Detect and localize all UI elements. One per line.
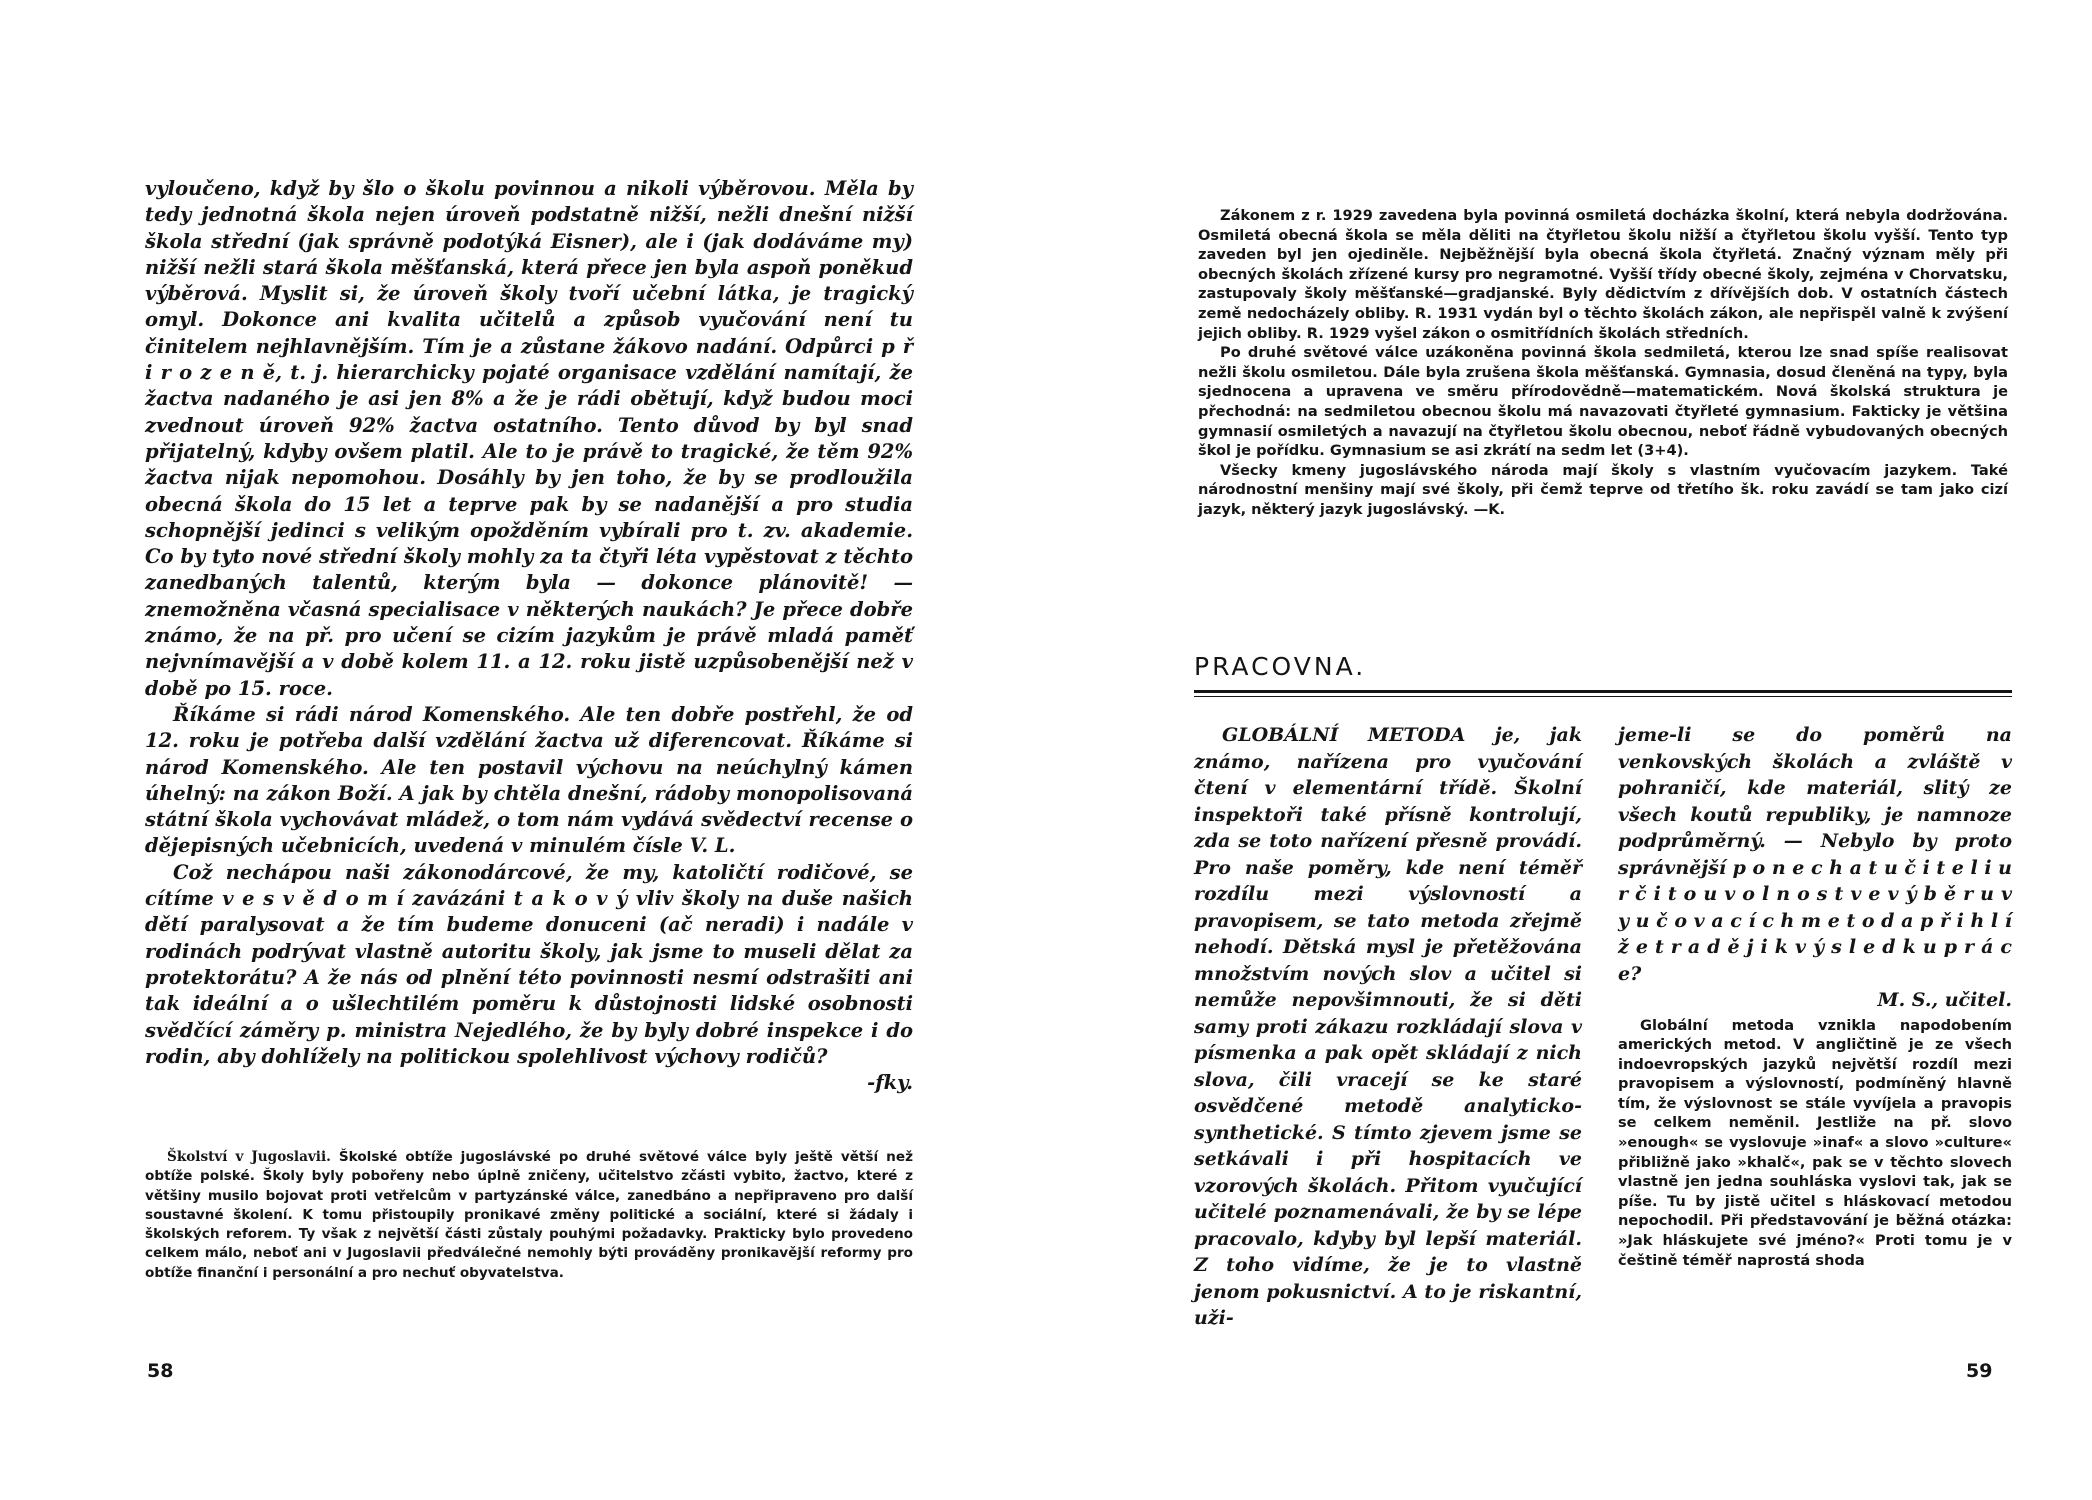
editor-note: Globální metoda vznikla napodobením amerických metod. V angličtině je ze všech indoevropských jazyků největší rozdíl mezi pravopisem a výslovností, podmíněný hlavně tím, že výslovnost se stále vyvíjela a pravopis se celkem neměnil. Jestliže na př. slovo »enough« se vyslovuje »inaf« a slovo »culture« přibližně jako »khalč«, pak se v těchto slovech vlastně jen jedna souhláska vyslovi tak, jak se píše. Tu by jistě učitel s hláskovací metodou nepochodil. Při představování je běžná otázka: »Jak hláskujete své jméno?« Proti tomu je v češtině téměř naprostá shoda	[1618, 1016, 2012, 1269]
paragraph-komensky: Říkáme si rádi národ Komenského. Ale ten dobře postřehl, že od 12. roku je potřeba další vzdělání žactva už diferencovat. Říkáme si národ Komenského. Ale ten postavil výchovu na neúchylný kámen úhelný: na zákon Boží. A jak by chtěla dnešní, rádoby monopolisovaná státní škola vychovávat mládež, o tom nám vydává svědectví recense o dějepisných učebnicích, uvedená v minulém čísle V. L.	[145, 702, 913, 858]
news-item-title: Školství v Jugoslavii.	[167, 1149, 331, 1165]
right-column-2	[1618, 722, 2012, 1270]
news-signature: —K.	[1473, 500, 1506, 518]
page-number-left: 58	[147, 1360, 174, 1382]
paragraph-uniform-school: vyloučeno, když by šlo o školu povinnou a nikoli výběrovou. Měla by tedy jednotná škola nejen úroveň podstatně nižší, nežli dnešní nižší škola střední (jak správně podotýká Eisner), ale i (jak dodáváme my) nižší nežli stará škola měšťanská, která přece jen byla aspoň poněkud výběrová. Myslit si, že úroveň školy tvoří učební látka, je tragický omyl. Dokonce ani kvalita učitelů a způsob vyučování není tu činitelem nejhlavnějším. Tím je a zůstane žákovo nadání. Odpůrci p ř i r o z e n ě, t. j. hierarchicky pojaté organisace vzdělání namítají, že žactva nadaného je asi jen 8% a že je rádi obětují, když budou moci zvednout úroveň 92% žactva ostatního. Tento důvod by byl snad přijatelný, kdyby ovšem platil. Ale to je právě to tragické, že těm 92% žactva nijak nepomohou. Dosáhly by jen toho, že by se prodloužila obecná škola do 15 let a teprve pak by se nadanější a pro studia schopnější jedinci s velikým opožděním vybírali pro t. zv. akademie. Co by tyto nové střední školy mohly za ta čtyři léta vypěstovat z těchto zanedbaných talentů, kterým byla — dokonce plánovitě! — znemožněna včasná specialisace v některých naukách? Je přece dobře známo, že na př. pro učení se cizím jazykům je právě mladá paměť nejvnímavější a v době kolem 11. a 12. roku jistě uzpůsobenější než v době po 15. roce.	[145, 177, 913, 700]
right-page	[1046, 0, 2092, 1500]
heading-rule-thin	[1194, 696, 2012, 697]
section-heading: PRACOVNA.	[1194, 652, 1367, 681]
paragraph-law-1929: Zákonem z r. 1929 zavedena byla povinná osmiletá docházka školní, která nebyla dodržována. Osmiletá obecná škola se měla děliti na čtyřletou školu nižší a čtyřletou školu vyšší. Tento typ zaveden byl jen ojediněle. Nejběžnější byla obecná škola čtyřletá. Značný význam měly při obecných školách zřízené kursy pro negramotné. Vyšší třídy obecné školy, zejména v Chorvatsku, zastupovaly školy měšťanské—gradjanské. Byly dědictvím z dřívějších dob. V ostatních částech země nedocházely obliby. R. 1931 vydán byl o těchto školách zákon, ale nepřispěl valně k zvýšení jejich obliby. R. 1929 vyšel zákon o osmitřídních školách středních.	[1198, 207, 2008, 342]
news-item-text: Školské obtíže jugoslávské po druhé světové válce byly ještě větší než obtíže polské. Školy byly pobořeny nebo úplně zničeny, učitelstvo zčásti vybito, žactvo, které z většiny musilo bojovat proti vetřelcům v partyzánské válce, zanedbáno a nepřipraveno pro další soustavné školení. K tomu přistoupily pronikavé změny politické a sociální, které si žádaly i školských reforem. Ty však z největší části zůstaly pouhými požadavky. Prakticky bylo provedeno celkem málo, neboť ani v Jugoslavii předválečné nemohly býti prováděny pronikavější reformy pro obtíže finanční i personální a pro nechuť obyvatelstva.	[145, 1149, 913, 1281]
heading-rule	[1194, 690, 2012, 693]
news-item-yugoslavia	[145, 1148, 913, 1283]
paragraph-nations: Všecky kmeny jugoslávského národa mají školy s vlastním vyučovacím jazykem. Také národnostní menšiny mají své školy, při čemž teprve od třetího šk. roku zavádí se tam jako cizí jazyk, některý jazyk jugoslávský.	[1198, 461, 2008, 518]
global-method-article-continued: jeme-li se do poměrů na venkovských školách a zvláště v pohraničí, kde materiál, slitý ze všech koutů republiky, je namnoze podprůměrný. — Nebylo by proto správnější p o n e c h a t u č i t e l i u r č i t o u v o l n o s t v e v ý b ě r u v y u č o v a c í c h m e t o d a p ř i h l í ž e t r a d ě j i k v ý s l e d k u p r á c e?	[1618, 724, 2012, 985]
left-main-column	[145, 176, 913, 1096]
global-method-article: GLOBÁLNÍ METODA je, jak známo, nařízena pro vyučování čtení v elementární třídě. Školní inspektoři také přísně kontrolují, zda se toto nařízení přesně provádí. Pro naše poměry, kde není téměř rozdílu mezi výslovností a pravopisem, se tato metoda zřejmě nehodí. Dětská mysl je přetěžována množstvím nových slov a učitel si nemůže nepovšimnouti, že si děti samy proti zákazu rozkládají slova v písmenka a pak opět skládají z nich slova, čili vracejí se ke staré osvědčené metodě analyticko-synthetické. S tímto zjevem jsme se setkávali i při hospitacích ve vzorových školách. Přitom vyučující učitelé poznamenávali, že by se lépe pracovalo, kdyby byl lepší materiál. Z toho vidíme, že je to vlastně jenom pokusnictví. A to je riskantní, uži-	[1194, 724, 1582, 1329]
article-author: M. S., učitel.	[1877, 989, 2012, 1011]
yugoslavia-continuation	[1198, 206, 2008, 520]
paragraph-catholic-parents: Což nechápou naši zákonodárcové, že my, katoličtí rodičové, se cítíme v e s v ě d o m í zavázáni t a k o v ý vliv školy na duše našich dětí paralysovat a že tím budeme donuceni (ač neradi) i nadále v rodinách podrývat vlastně autoritu školy, jak jsme to museli dělat za protektorátu? A že nás od plnění této povinnosti nesmí odstrašiti ani tak ideální a o ušlechtilém poměru k důstojnosti lidské osobnosti svědčící záměry p. ministra Nejedlého, že by byly dobré inspekce i do rodin, aby dohlížely na politickou spolehlivost výchovy rodičů?	[145, 860, 913, 1068]
page-number-right: 59	[1966, 1360, 1993, 1382]
article-signature: -fky.	[867, 1071, 913, 1095]
paragraph-post-war: Po druhé světové válce uzákoněna povinná škola sedmiletá, kterou lze snad spíše realisovat nežli školu osmiletou. Dále byla zrušena škola měšťanská. Gymnasia, dosud členěná na typy, byla sjednocena a upravena ve směru přírodovědně—matematickém. Nová školská struktura je přechodná: na sedmiletou obecnou školu má navazovati čtyřleté gymnasium. Fakticky je většina gymnasií osmiletých a navazují na čtyřletou školu obecnou, neboť řádně vybudovaných obecných škol je pořídku. Gymnasium se asi zkrátí na sedm let (3+4).	[1198, 344, 2008, 460]
right-column-1	[1194, 722, 1582, 1332]
